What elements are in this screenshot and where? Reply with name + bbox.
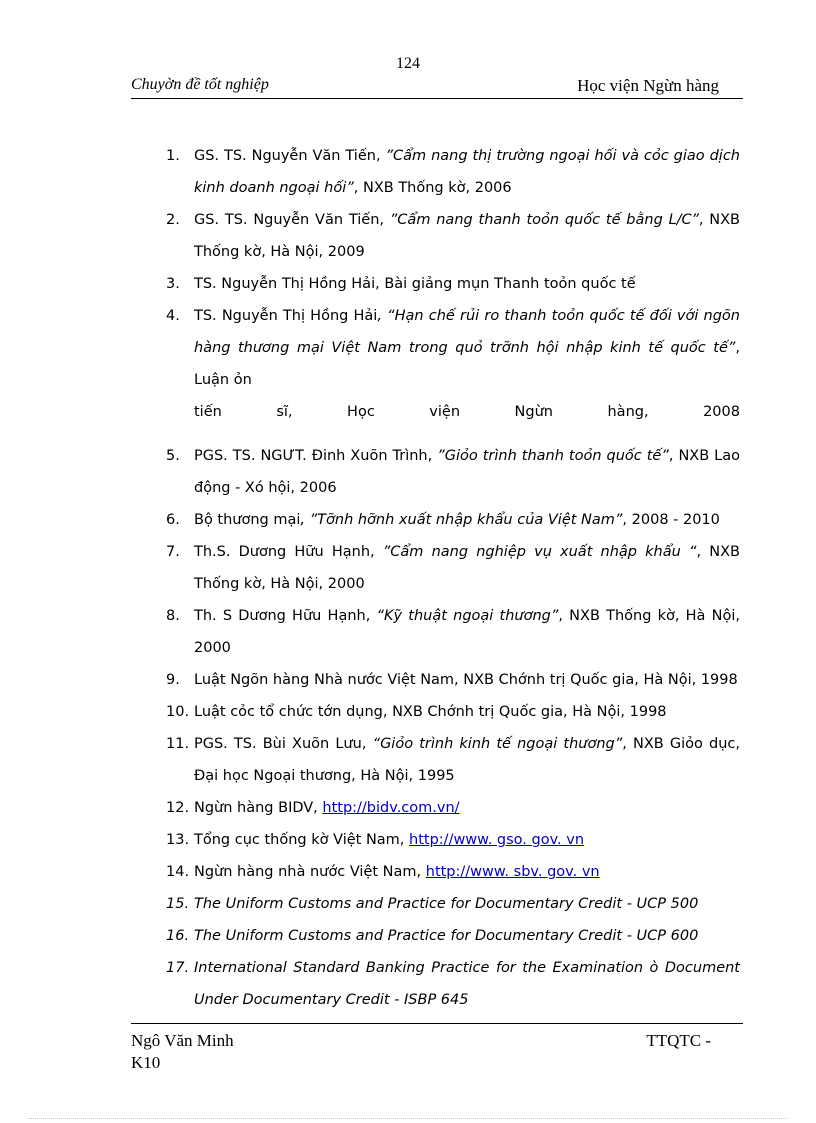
reference-author: Th. S Dương Hữu Hạnh, xyxy=(194,608,377,624)
reference-author: Tổng cục thống kờ Việt Nam, xyxy=(194,832,410,848)
page-bottom-divider xyxy=(28,1118,788,1119)
reference-item xyxy=(166,920,740,952)
reference-text: Luật Ngõn hàng Nhà nước Việt Nam, NXB Chớnh trị Quốc gia, Hà Nội, 1998 xyxy=(194,672,738,688)
reference-list xyxy=(166,140,740,1016)
page-number: 124 xyxy=(396,55,420,72)
reference-title: ”Giỏo trình thanh toỏn quốc tế” xyxy=(437,448,669,464)
reference-title: , ”Tỡnh hỡnh xuất nhập khẩu của Việt Nam” xyxy=(300,512,623,528)
reference-item xyxy=(166,664,740,696)
reference-item xyxy=(166,728,740,792)
reference-number: 17. xyxy=(166,960,190,976)
reference-number: 8. xyxy=(166,608,180,624)
reference-title: ”Cẩm nang thị trường ngoại hối và cỏc giao dịch kinh doanh ngoại hối” xyxy=(194,148,740,196)
reference-number: 1. xyxy=(166,148,180,164)
reference-number: 14. xyxy=(166,864,190,880)
reference-item xyxy=(166,696,740,728)
reference-item xyxy=(166,536,740,600)
reference-publisher: , NXB Giỏo dục, Đại học Ngoại thương, Hà Nội, 1995 xyxy=(194,736,740,784)
reference-number: 11. xyxy=(166,736,190,752)
reference-item xyxy=(166,600,740,664)
reference-item xyxy=(166,824,740,856)
reference-number: 10. xyxy=(166,704,190,720)
page-header xyxy=(131,76,743,99)
header-document-type: Chuyờn đề tốt nghiệp xyxy=(131,76,269,93)
reference-publisher: , NXB Thống kờ, Hà Nội, 2000 xyxy=(194,608,740,656)
gso-link[interactable]: http://www. gso. gov. vn xyxy=(409,832,585,848)
reference-item xyxy=(166,140,740,204)
reference-author: PGS. TS. NGƯT. Đinh Xuõn Trình, xyxy=(194,448,438,464)
reference-item xyxy=(166,856,740,888)
header-institution: Học viện Ngừn hàng xyxy=(577,76,719,95)
page-footer xyxy=(131,1023,743,1072)
reference-number: 5. xyxy=(166,448,180,464)
reference-number: 9. xyxy=(166,672,180,688)
reference-number: 13. xyxy=(166,832,190,848)
reference-item xyxy=(166,300,740,428)
reference-publisher: , Luận ỏn xyxy=(194,340,740,388)
reference-title: ”Cẩm nang nghiệp vụ xuất nhập khẩu “ xyxy=(382,544,697,560)
reference-item xyxy=(166,440,740,504)
reference-author: Bộ thương mại xyxy=(194,512,301,528)
reference-item xyxy=(166,888,740,920)
reference-author: Th.S. Dương Hữu Hạnh, xyxy=(194,544,383,560)
reference-publisher: , NXB Lao động - Xó hội, 2006 xyxy=(194,448,741,496)
reference-publisher: , NXB Thống kờ, 2006 xyxy=(353,180,512,196)
reference-title: ”Cẩm nang thanh toỏn quốc tế bằng L/C” xyxy=(389,212,699,228)
reference-title: , “Hạn chế rủi ro thanh toỏn quốc tế đối với ngõn hàng thương mại Việt Nam trong quỏ trỡnh hội nhập kinh tế quốc tế” xyxy=(194,308,740,356)
footer-class-suffix: K10 xyxy=(131,1053,161,1072)
reference-text: The Uniform Customs and Practice for Documentary Credit - UCP 600 xyxy=(194,928,699,944)
reference-text: The Uniform Customs and Practice for Documentary Credit - UCP 500 xyxy=(194,896,699,912)
reference-item xyxy=(166,952,740,1016)
reference-continuation: tiến sĩ, Học viện Ngừn hàng, 2008 xyxy=(194,404,740,420)
reference-item xyxy=(166,504,740,536)
reference-author: GS. TS. Nguyễn Văn Tiến, xyxy=(194,148,386,164)
reference-author: PGS. TS. Bùi Xuõn Lưu, xyxy=(194,736,373,752)
reference-author: Ngừn hàng nhà nước Việt Nam, xyxy=(194,864,426,880)
reference-number: 3. xyxy=(166,276,180,292)
reference-number: 6. xyxy=(166,512,180,528)
reference-item xyxy=(166,204,740,268)
reference-publisher: , NXB Thống kờ, Hà Nội, 2009 xyxy=(194,212,740,260)
sbv-link[interactable]: http://www. sbv. gov. vn xyxy=(425,864,600,880)
reference-number: 16. xyxy=(166,928,190,944)
reference-number: 15. xyxy=(166,896,190,912)
reference-text: Luật cỏc tổ chức tớn dụng, NXB Chớnh trị Quốc gia, Hà Nội, 1998 xyxy=(194,704,667,720)
reference-number: 2. xyxy=(166,212,180,228)
reference-number: 12. xyxy=(166,800,190,816)
reference-text: International Standard Banking Practice for the Examination ò Document Under Documentary Credit - ISBP 645 xyxy=(194,960,740,1008)
reference-item xyxy=(166,792,740,824)
reference-author: GS. TS. Nguyễn Văn Tiến, xyxy=(194,212,390,228)
reference-item xyxy=(166,268,740,300)
reference-author: Ngừn hàng BIDV, xyxy=(194,800,323,816)
footer-class-code: TTQTC - xyxy=(646,1031,711,1050)
reference-number: 4. xyxy=(166,308,180,324)
reference-title: “Giỏo trình kinh tế ngoại thương” xyxy=(372,736,623,752)
reference-text: TS. Nguyễn Thị Hồng Hải, Bài giảng mụn Thanh toỏn quốc tế xyxy=(194,276,636,292)
reference-number: 7. xyxy=(166,544,180,560)
bidv-link[interactable]: http://bidv.com.vn/ xyxy=(322,800,460,816)
footer-author: Ngô Văn Minh xyxy=(131,1031,234,1050)
reference-publisher: , 2008 - 2010 xyxy=(622,512,720,528)
reference-title: “Kỹ thuật ngoại thương” xyxy=(376,608,559,624)
reference-publisher: , NXB Thống kờ, Hà Nội, 2000 xyxy=(194,544,740,592)
reference-author: TS. Nguyễn Thị Hồng Hải xyxy=(194,308,378,324)
